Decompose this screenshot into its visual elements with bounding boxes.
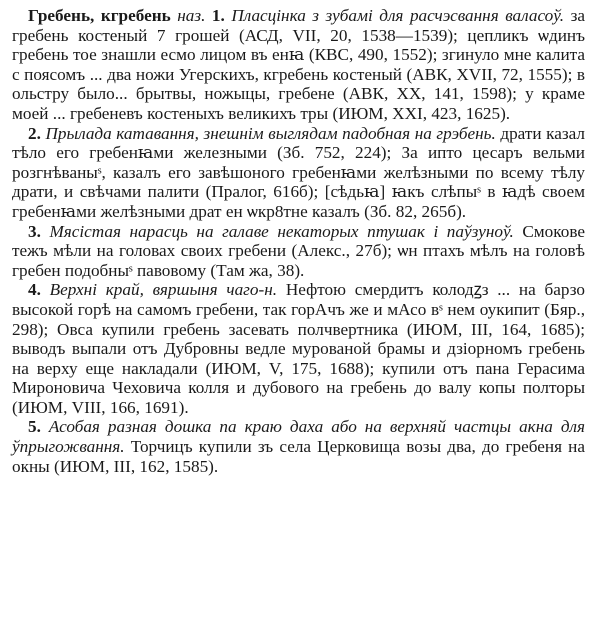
sense-3-paragraph [12, 222, 585, 281]
grammar-label: наз. [177, 6, 206, 25]
sense-definition: Мясістая нарасць на галаве некаторых птушак і паўзуноў. [49, 221, 514, 241]
sense-citations: Торчицъ купили зъ села Церковища возы два, до гребеня на окны (ИЮМ, III, 162, 1585). [12, 437, 585, 476]
sense-citations: Смокове тежъ мѣли на головах своих гребени (Алекс., 27б); ѡн птахъ мѣлъ на головѣ гребен подобныˢ павовому (Там жа, 38). [12, 221, 585, 280]
sense-number: 5. [28, 417, 41, 437]
headword: Гребень, кгребень [28, 6, 171, 25]
sense-definition: Асобая разная дошка па краю даха або на верхняй частцы акна для ўпрыгожвання. [12, 417, 586, 457]
sense-definition: Пласцінка з зубамі для расчэсвання валасоў. [231, 6, 565, 25]
sense-definition: Верхні край, вяршыня чаго-н. [49, 280, 278, 300]
sense-citations: Нефтою смердитъ колодꙁз ... на барзо высокой горѣ на самомъ гребени, так горАчъ же и мАсо вˢ нем оукипит (Бяр., 298); Овса купили гребень засевать полчвертника (ИЮМ, III, 164, 1685); выводъ выпали отъ Дубровны ведле мурованой брамы и дзіорномъ гребень на верху еще накладали (ИЮМ, V, 175, 1688); купили отъ пана Герасима Мироновича Чеховича колля и дубового на гребень до валу копы полторы (ИЮМ, VIII, 166, 1691). [12, 280, 586, 417]
sense-number: 3. [28, 221, 41, 241]
sense-2-paragraph [12, 124, 585, 222]
sense-number: 1. [211, 6, 225, 25]
sense-4-paragraph [12, 280, 585, 417]
sense-citations: за гребень костеный 7 грошей (АСД, VII, 20, 1538—1539); цепликъ ѡдинъ гребень тое знашли есмо лицом въ енꙗ (КВС, 490, 1552); згинуло мне калита с поясомъ ... два ножи Угерскихъ, кгребень костеный (АВК, XVII, 72, 1555); в ольстру было... брытвы, ножыцы, гребене (АВК, XX, 141, 1598); у краме моей ... гребеневъ костеныхъ великихъ тры (ИЮМ, XXI, 423, 1625). [12, 6, 586, 123]
sense-5-paragraph [12, 417, 585, 476]
sense-citations: драти казал тѣло его гребенꙗми железными (Зб. 752, 224); За ипто цесаръ вельми розгнѣваныˢ, казалъ его завѣшоного гребенꙗми желѣзными по всему тѣлу драти, и свѣчами палити (Пралог, 616б); [сѣдьꙗ] ꙗкъ слѣпыˢ в ꙗдѣ своем гребенꙗми желѣзными драт ен ѡкр8тне казалъ (Зб. 82, 265б). [12, 123, 585, 221]
sense-definition: Прылада катавання, знешнім выглядам падобная на грэбень. [45, 123, 496, 143]
sense-1-paragraph [12, 6, 585, 124]
sense-number: 4. [28, 280, 41, 300]
sense-number: 2. [28, 123, 41, 143]
